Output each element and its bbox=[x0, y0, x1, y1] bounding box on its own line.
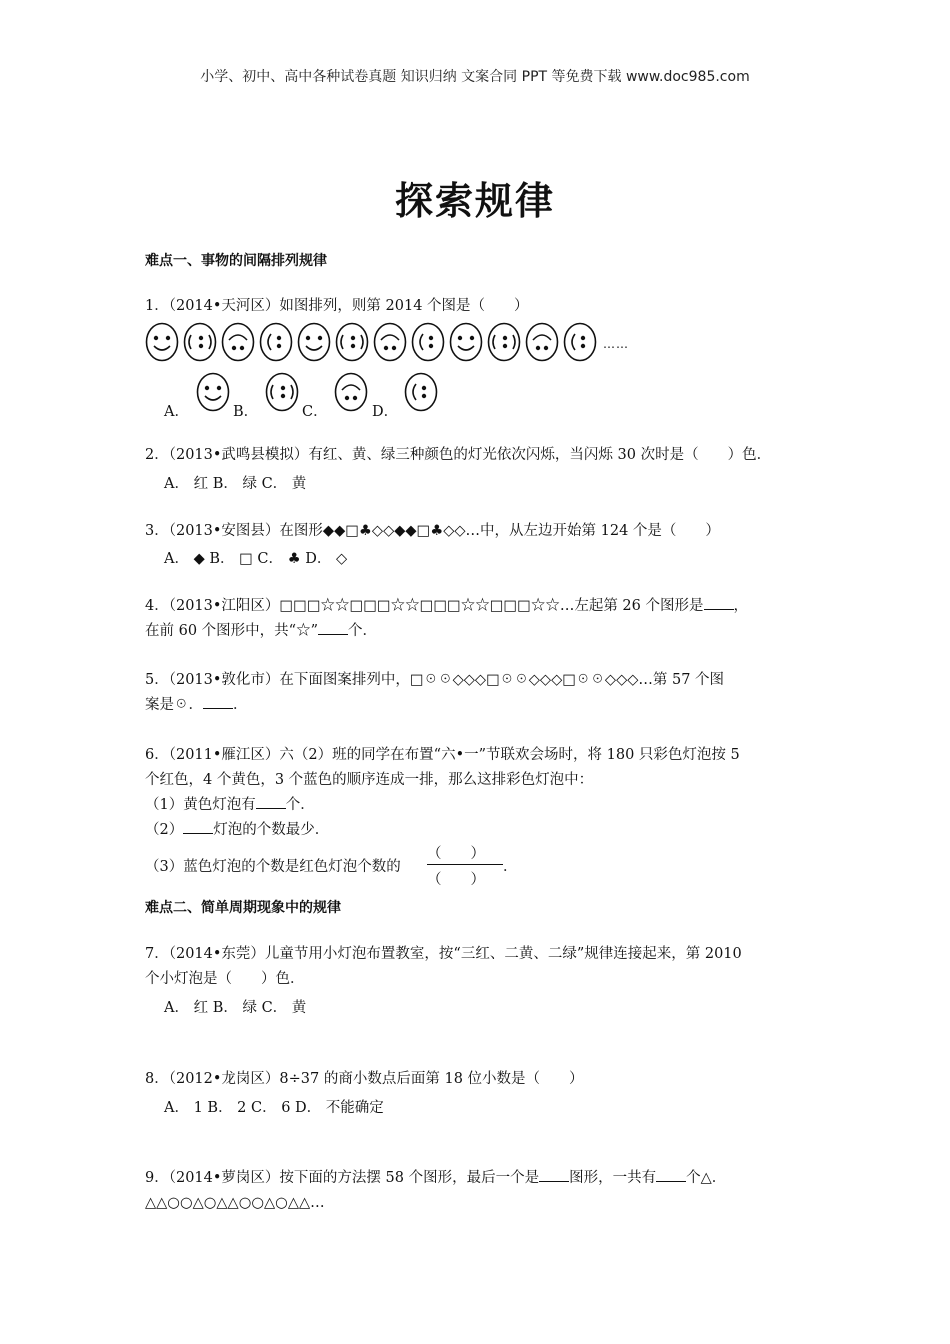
q1-face-paren-icon bbox=[411, 322, 445, 366]
q4-text-b: ， bbox=[733, 598, 748, 614]
question-9-line1 bbox=[145, 1166, 726, 1191]
section-heading-1: 难点一、事物的间隔排列规律 bbox=[145, 253, 327, 269]
q2-options: A． 红 B． 绿 C． 黄 bbox=[164, 476, 307, 492]
question-3: 3．（2013•安图县）在图形◆◆□♣◇◇◆◆□♣◇◇…中，从左边开始第 124 个是（ ） bbox=[145, 523, 720, 539]
question-6-line1: 6．（2011•雁江区）六（2）班的同学在布置“六•一”节联欢会场时，将 180 只彩色灯泡按 5 bbox=[145, 747, 740, 763]
q1-option-a-face bbox=[196, 372, 230, 416]
q6-sub1-text-a: （1）黄色灯泡有 bbox=[145, 797, 256, 813]
question-6-line2: 个红色，4 个黄色，3 个蓝色的顺序连成一排，那么这排彩色灯泡中： bbox=[145, 772, 594, 788]
question-1: 1．（2014•天河区）如图排列，则第 2014 个图是（ ） bbox=[145, 298, 529, 314]
q1-option-a-label: A． bbox=[164, 404, 189, 420]
q1-option-c-label: C． bbox=[302, 404, 328, 420]
q1-face-paren-icon bbox=[563, 322, 597, 366]
q7-options: A． 红 B． 绿 C． 黄 bbox=[164, 1000, 307, 1016]
q6-sub-3: （3）蓝色灯泡的个数是红色灯泡个数的 bbox=[145, 859, 401, 875]
q4-blank-2[interactable] bbox=[318, 620, 348, 635]
q4-blank-1[interactable] bbox=[704, 595, 734, 610]
question-7-line2: 个小灯泡是（ ）色． bbox=[145, 971, 305, 987]
q1-face-sequence bbox=[145, 322, 629, 370]
question-4-line1 bbox=[145, 594, 748, 619]
question-5-line2 bbox=[145, 693, 248, 718]
q1-face-frown-icon bbox=[373, 322, 407, 366]
q4-text-c: 在前 60 个图形中，共“☆” bbox=[145, 623, 318, 639]
q1-option-d-label: D． bbox=[372, 404, 399, 420]
q4-text-a: 4．（2013•江阳区）□□□☆☆□□□☆☆□□□☆☆□□□☆☆…左起第 26 个图形是 bbox=[145, 598, 704, 614]
section-heading-2: 难点二、简单周期现象中的规律 bbox=[145, 900, 341, 916]
question-2: 2．（2013•武鸣县模拟）有红、黄、绿三种颜色的灯光依次闪烁，当闪烁 30 次时是（ ）色． bbox=[145, 447, 772, 463]
question-9-line2: △△○○△○△△○○△○△△… bbox=[145, 1195, 325, 1211]
q6-fraction-bar bbox=[427, 864, 503, 865]
q4-text-d: 个． bbox=[348, 623, 377, 639]
q6-sub3-end: ． bbox=[503, 859, 518, 875]
q9-text-b: 图形，一共有 bbox=[569, 1170, 657, 1186]
question-8: 8．（2012•龙岗区）8÷37 的商小数点后面第 18 位小数是（ ） bbox=[145, 1071, 584, 1087]
q8-options: A． 1 B． 2 C． 6 D． 不能确定 bbox=[164, 1100, 384, 1116]
question-5-line1: 5．（2013•敦化市）在下面图案排列中，□☉☉◇◇◇□☉☉◇◇◇□☉☉◇◇◇…第 57 个图 bbox=[145, 672, 725, 688]
q1-face-smile-icon bbox=[297, 322, 331, 366]
page-title: 探索规律 bbox=[394, 178, 555, 223]
q9-blank-1[interactable] bbox=[539, 1167, 569, 1182]
q1-option-c-face bbox=[334, 372, 368, 416]
q3-options: A． ◆ B． □ C． ♣ D． ◇ bbox=[164, 551, 348, 567]
q1-option-b-label: B． bbox=[233, 404, 259, 420]
q1-face-smile-icon bbox=[449, 322, 483, 366]
q1-face-frown-icon bbox=[525, 322, 559, 366]
page-header: 小学、初中、高中各种试卷真题 知识归纳 文案合同 PPT 等免费下载 www.doc985.com bbox=[200, 69, 750, 85]
q5-blank[interactable] bbox=[203, 694, 233, 709]
q1-face-ears-icon bbox=[183, 322, 217, 366]
q9-blank-2[interactable] bbox=[656, 1167, 686, 1182]
q1-option-d-face bbox=[404, 372, 438, 416]
q1-face-paren-icon bbox=[259, 322, 293, 366]
q1-face-ears-icon bbox=[487, 322, 521, 366]
q6-sub-2 bbox=[145, 818, 329, 843]
q1-sequence-ellipsis: …… bbox=[603, 337, 629, 351]
q6-fraction-numerator[interactable]: （ ） bbox=[427, 846, 485, 862]
q6-blank-1[interactable] bbox=[256, 794, 286, 809]
q6-sub1-text-b: 个． bbox=[285, 797, 315, 813]
q6-sub-1 bbox=[145, 793, 315, 818]
q9-text-c: 个△． bbox=[686, 1170, 727, 1186]
question-7-line1: 7．（2014•东莞）儿童节用小灯泡布置教室，按“三红、二黄、二绿”规律连接起来，第 2010 bbox=[145, 946, 742, 962]
q1-face-smile-icon bbox=[145, 322, 179, 366]
q6-fraction-denominator[interactable]: （ ） bbox=[427, 872, 485, 888]
q1-face-frown-icon bbox=[221, 322, 255, 366]
q1-face-ears-icon bbox=[335, 322, 369, 366]
q6-blank-2[interactable] bbox=[183, 819, 213, 834]
q6-sub2-text-a: （2） bbox=[145, 822, 184, 838]
q5-text-a: 案是☉． bbox=[145, 697, 203, 713]
question-4-line2 bbox=[145, 619, 377, 644]
q1-option-b-face bbox=[265, 372, 299, 416]
q5-text-b: ． bbox=[233, 697, 248, 713]
q6-sub2-text-b: 灯泡的个数最少． bbox=[213, 822, 330, 838]
q9-text-a: 9．（2014•萝岗区）按下面的方法摆 58 个图形，最后一个是 bbox=[145, 1170, 540, 1186]
